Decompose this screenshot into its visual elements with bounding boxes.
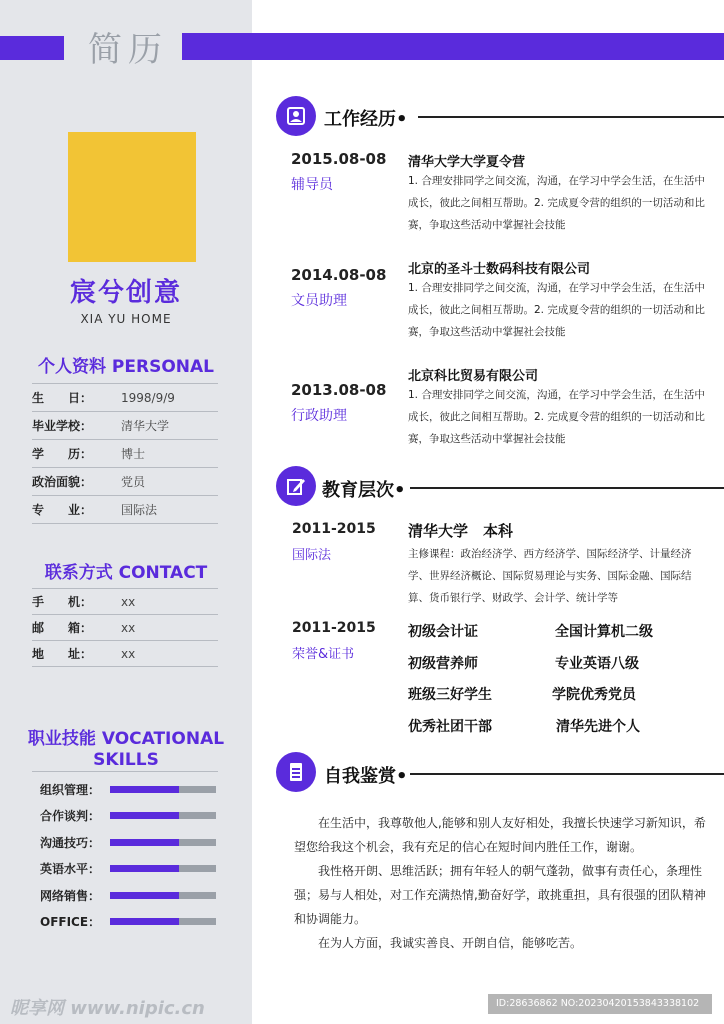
education-section-title: 教育层次•	[322, 480, 406, 501]
image-id-bar: ID:28636862 NO:20230420153843338102	[488, 994, 712, 1014]
skill-fill	[110, 839, 179, 846]
personal-value: 党员	[121, 475, 146, 489]
skill-track	[110, 892, 216, 899]
edu-school: 清华大学 本科	[408, 522, 514, 540]
skill-item	[40, 829, 220, 856]
skill-item	[40, 882, 220, 909]
skill-label: 网络销售：	[40, 888, 101, 903]
skill-item	[40, 776, 220, 803]
contact-row	[32, 615, 218, 641]
skill-item	[40, 856, 220, 883]
skills-heading-line2: SKILLS	[93, 750, 159, 770]
job-company: 北京科比贸易有限公司	[408, 369, 539, 384]
job-role: 文员助理	[291, 293, 347, 309]
contact-value: xx	[121, 620, 136, 635]
header-bar-right	[182, 33, 724, 60]
cert-item: 学院优秀党员	[552, 687, 636, 703]
personal-key: 专 业：	[32, 503, 93, 517]
work-section-title: 工作经历•	[324, 109, 408, 130]
cert-item: 初级营养师	[408, 656, 478, 672]
personal-row	[32, 496, 218, 524]
skill-track	[110, 839, 216, 846]
edu-date: 2011-2015	[292, 620, 376, 636]
contact-key: 地 址：	[32, 647, 93, 661]
job-role: 辅导员	[291, 177, 333, 193]
skill-fill	[110, 918, 179, 925]
work-section-line	[418, 116, 724, 118]
job-role: 行政助理	[291, 408, 347, 424]
cert-item: 清华先进个人	[556, 719, 640, 735]
personal-value: 博士	[121, 447, 146, 461]
edu-courses: 主修课程：政治经济学、西方经济学、国际经济学、计量经济学、世界经济概论、国际贸易理论与实务、国际金融、国际结算、货币银行学、财政学、会计学、统计学等	[408, 548, 692, 604]
edu-honors-label: 荣誉&证书	[292, 647, 355, 662]
job-description: 1. 合理安排同学之间交流，沟通，在学习中学会生活，在生活中成长，彼此之间相互帮助。2. 完成夏令营的组织的一切活动和比赛，争取这些活动中掌握社会技能	[408, 389, 705, 445]
page-title: 简历	[88, 30, 168, 70]
contact-value: xx	[121, 594, 136, 609]
contact-key: 邮 箱：	[32, 621, 93, 635]
skill-fill	[110, 812, 179, 819]
job-description: 1. 合理安排同学之间交流，沟通，在学习中学会生活，在生活中成长，彼此之间相互帮助。2. 完成夏令营的组织的一切活动和比赛，争取这些活动中掌握社会技能	[408, 282, 705, 338]
job-date: 2014.08-08	[291, 266, 387, 284]
skill-fill	[110, 786, 179, 793]
personal-value: 国际法	[121, 503, 158, 517]
document-icon	[286, 762, 306, 782]
self-section-line	[410, 773, 724, 775]
education-section-line	[410, 487, 724, 489]
contact-list	[32, 588, 218, 667]
job-description: 1. 合理安排同学之间交流，沟通，在学习中学会生活，在生活中成长，彼此之间相互帮助。2. 完成夏令营的组织的一切活动和比赛，争取这些活动中掌握社会技能	[408, 175, 705, 231]
work-section-icon	[276, 96, 316, 136]
skills-list	[40, 776, 220, 935]
skill-label: 组织管理：	[40, 782, 101, 797]
skill-track	[110, 918, 216, 925]
photo-placeholder	[68, 132, 196, 262]
cert-item: 全国计算机二级	[555, 624, 653, 640]
self-paragraph: 在生活中，我尊敬他人,能够和别人友好相处，我擅长快速学习新知识，希望您给我这个机会，我有充足的信心在短时间内胜任工作，谢谢。	[294, 816, 706, 854]
skills-divider	[32, 771, 218, 772]
watermark: 昵享网 www.nipic.cn	[10, 998, 205, 1019]
personal-key: 学 历：	[32, 447, 93, 461]
personal-row	[32, 468, 218, 496]
self-section-icon	[276, 752, 316, 792]
briefcase-icon	[286, 106, 306, 126]
skill-fill	[110, 865, 179, 872]
skill-item	[40, 803, 220, 830]
skill-track	[110, 786, 216, 793]
cert-item: 专业英语八级	[555, 656, 639, 672]
self-section-title: 自我鉴赏•	[324, 766, 408, 787]
skill-track	[110, 812, 216, 819]
personal-key: 政治面貌：	[32, 475, 93, 489]
profile-name: 宸兮创意	[69, 278, 182, 308]
contact-row	[32, 589, 218, 615]
personal-row	[32, 440, 218, 468]
skill-item	[40, 909, 220, 936]
edit-icon	[286, 476, 306, 496]
skill-label: OFFICE：	[40, 915, 101, 930]
personal-row	[32, 384, 218, 412]
personal-list	[32, 383, 218, 524]
personal-value: 1998/9/9	[121, 390, 175, 405]
cert-item: 班级三好学生	[408, 687, 492, 703]
skill-label: 沟通技巧：	[40, 835, 101, 850]
cert-item: 初级会计证	[408, 624, 478, 640]
self-paragraph: 在为人方面，我诚实善良、开朗自信，能够吃苦。	[318, 936, 583, 950]
personal-heading: 个人资料 PERSONAL	[38, 357, 214, 377]
skills-heading	[0, 729, 252, 771]
personal-key: 毕业学校：	[32, 419, 93, 433]
job-date: 2013.08-08	[291, 381, 387, 399]
contact-row	[32, 641, 218, 667]
job-company: 北京的圣斗士数码科技有限公司	[408, 262, 591, 277]
skill-label: 合作谈判：	[40, 809, 101, 824]
job-date: 2015.08-08	[291, 150, 387, 168]
skill-track	[110, 865, 216, 872]
personal-value: 清华大学	[121, 419, 170, 433]
profile-name-en: XIA YU HOME	[80, 312, 172, 326]
edu-date: 2011-2015	[292, 521, 376, 537]
personal-row	[32, 412, 218, 440]
skill-label: 英语水平：	[40, 862, 101, 877]
personal-key: 生 日：	[32, 391, 93, 405]
edu-major: 国际法	[292, 548, 332, 563]
job-company: 清华大学大学夏令营	[408, 155, 526, 170]
self-paragraph: 我性格开朗、思维活跃；拥有年轻人的朝气蓬勃，做事有责任心，条理性强；易与人相处，对工作充满热情,勤奋好学，敢挑重担，具有很强的团队精神和协调能力。	[294, 864, 706, 926]
skill-fill	[110, 892, 179, 899]
header-bar-left	[0, 36, 64, 60]
education-section-icon	[276, 466, 316, 506]
cert-item: 优秀社团干部	[408, 719, 492, 735]
skills-heading-line1: 职业技能 VOCATIONAL	[27, 729, 225, 749]
contact-value: xx	[121, 646, 136, 661]
contact-key: 手 机：	[32, 595, 93, 609]
contact-heading: 联系方式 CONTACT	[44, 563, 208, 583]
